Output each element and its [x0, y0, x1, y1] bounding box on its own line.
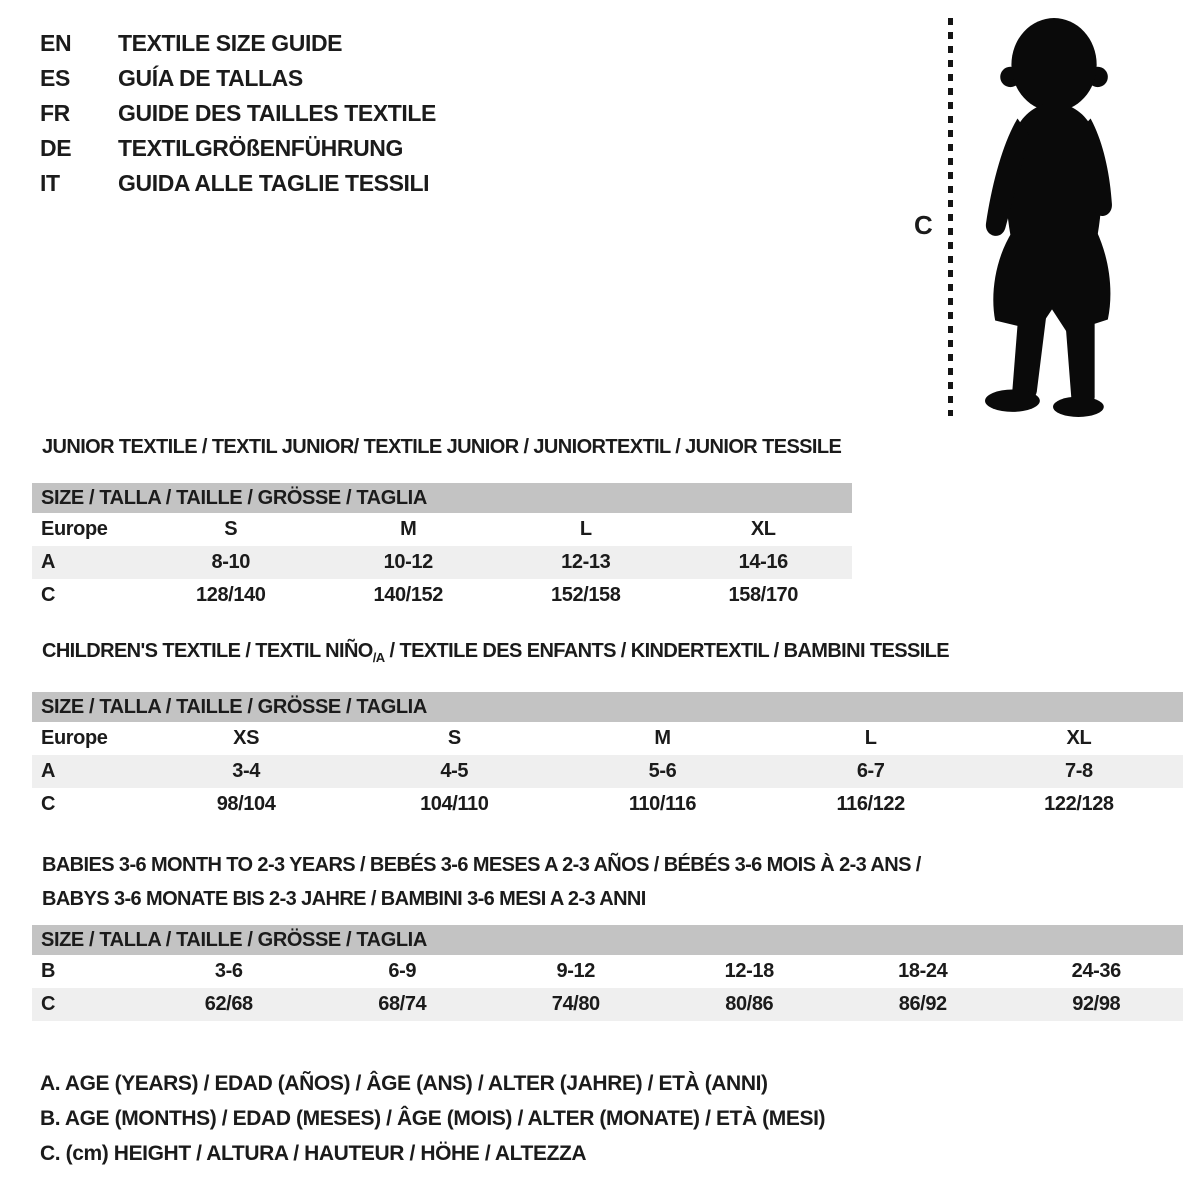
table-row-height: [32, 988, 1183, 1021]
heading-text: CHILDREN'S TEXTILE / TEXTIL NIÑO: [42, 640, 373, 662]
size-cell: S: [447, 727, 461, 749]
size-cell: L: [579, 518, 592, 540]
table-row-height: [32, 788, 1183, 821]
age-cell: 5-6: [648, 760, 677, 782]
language-title: GUIDA ALLE TAGLIE TESSILI: [118, 170, 430, 196]
legend-line-c: C. (cm) HEIGHT / ALTURA / HAUTEUR / HÖHE / ALTEZZA: [40, 1142, 587, 1165]
row-label: Europe: [41, 727, 108, 749]
height-cell: 86/92: [898, 993, 947, 1015]
language-row-it: [40, 166, 436, 201]
size-cell: L: [864, 727, 877, 749]
age-cell: 4-5: [440, 760, 469, 782]
height-cell: 68/74: [378, 993, 427, 1015]
row-label: B: [41, 960, 56, 982]
section-babies: [32, 848, 1183, 1021]
months-cell: 3-6: [214, 960, 243, 982]
language-title: TEXTILGRÖßENFÜHRUNG: [118, 135, 403, 161]
height-measure-dashed-line: [948, 18, 953, 416]
section-heading-babies-line1: BABIES 3-6 MONTH TO 2-3 YEARS / BEBÉS 3-6 MESES A 2-3 AÑOS / BÉBÉS 3-6 MOIS À 2-3 ANS /: [42, 854, 921, 876]
row-label: A: [41, 760, 56, 782]
row-label: C: [41, 584, 56, 606]
age-cell: 14-16: [738, 551, 788, 573]
age-cell: 8-10: [211, 551, 250, 573]
language-title: TEXTILE SIZE GUIDE: [118, 30, 343, 56]
size-cell: M: [654, 727, 671, 749]
size-header-bar: SIZE / TALLA / TAILLE / GRÖSSE / TAGLIA: [32, 692, 1183, 722]
size-cell: XS: [233, 727, 260, 749]
language-row-en: [40, 26, 436, 61]
row-label: Europe: [41, 518, 108, 540]
size-header-bar: SIZE / TALLA / TAILLE / GRÖSSE / TAGLIA: [32, 483, 852, 513]
section-heading-babies-line2: BABYS 3-6 MONATE BIS 2-3 JAHRE / BAMBINI 3-6 MESI A 2-3 ANNI: [42, 888, 646, 910]
height-cell: 80/86: [725, 993, 774, 1015]
legend: [40, 1066, 825, 1171]
months-cell: 6-9: [388, 960, 417, 982]
age-cell: 7-8: [1065, 760, 1093, 782]
height-cell: 110/116: [628, 793, 697, 815]
junior-size-table: [32, 483, 852, 612]
age-cell: 10-12: [383, 551, 433, 573]
months-cell: 24-36: [1071, 960, 1121, 982]
height-cell: 74/80: [551, 993, 600, 1015]
legend-line-b: B. AGE (MONTHS) / EDAD (MESES) / ÂGE (MOIS) / ALTER (MONATE) / ETÀ (MESI): [40, 1107, 826, 1130]
heading-text: / TEXTILE DES ENFANTS / KINDERTEXTIL / BAMBINI TESSILE: [384, 640, 950, 662]
size-cell: XL: [750, 518, 776, 540]
language-row-de: [40, 131, 436, 166]
table-row-europe: [32, 722, 1183, 755]
height-cell: 116/122: [836, 793, 905, 815]
language-title-list: [40, 26, 436, 201]
months-cell: 18-24: [898, 960, 948, 982]
children-size-table: [32, 692, 1183, 821]
babies-size-table: [32, 925, 1183, 1021]
height-measure-label: C: [914, 210, 933, 240]
toddler-silhouette-icon: [962, 14, 1140, 420]
age-cell: 3-4: [232, 760, 260, 782]
table-row-age: [32, 546, 852, 579]
language-code: ES: [40, 65, 70, 91]
size-cell: XL: [1066, 727, 1092, 749]
months-cell: 12-18: [724, 960, 774, 982]
row-label: C: [41, 793, 56, 815]
row-label: A: [41, 551, 56, 573]
table-row-months: [32, 955, 1183, 988]
legend-line-a: A. AGE (YEARS) / EDAD (AÑOS) / ÂGE (ANS) / ALTER (JAHRE) / ETÀ (ANNI): [40, 1072, 768, 1095]
language-code: FR: [40, 100, 70, 126]
section-children: [32, 640, 1183, 821]
height-cell: 92/98: [1072, 993, 1121, 1015]
height-cell: 140/152: [373, 584, 443, 606]
section-junior: [32, 436, 852, 612]
size-header-bar: SIZE / TALLA / TAILLE / GRÖSSE / TAGLIA: [32, 925, 1183, 955]
height-cell: 98/104: [216, 793, 276, 815]
language-code: EN: [40, 30, 72, 56]
months-cell: 9-12: [556, 960, 595, 982]
language-title: GUIDE DES TAILLES TEXTILE: [118, 100, 436, 126]
row-label: C: [41, 993, 56, 1015]
table-row-europe: [32, 513, 852, 546]
heading-subscript: /A: [372, 650, 385, 665]
age-cell: 6-7: [856, 760, 885, 782]
size-cell: S: [224, 518, 238, 540]
table-row-age: [32, 755, 1183, 788]
language-code: IT: [40, 170, 60, 196]
language-title: GUÍA DE TALLAS: [118, 65, 303, 91]
height-cell: 158/170: [728, 584, 798, 606]
language-code: DE: [40, 135, 72, 161]
section-heading-junior: JUNIOR TEXTILE / TEXTIL JUNIOR/ TEXTILE JUNIOR / JUNIORTEXTIL / JUNIOR TESSILE: [42, 436, 842, 458]
height-cell: 62/68: [204, 993, 253, 1015]
height-cell: 128/140: [196, 584, 266, 606]
size-cell: M: [400, 518, 417, 540]
height-cell: 152/158: [551, 584, 621, 606]
language-row-es: [40, 61, 436, 96]
height-cell: 104/110: [420, 793, 489, 815]
age-cell: 12-13: [561, 551, 611, 573]
height-cell: 122/128: [1044, 793, 1114, 815]
table-row-height: [32, 579, 852, 612]
section-heading-children: [32, 640, 1183, 665]
language-row-fr: [40, 96, 436, 131]
